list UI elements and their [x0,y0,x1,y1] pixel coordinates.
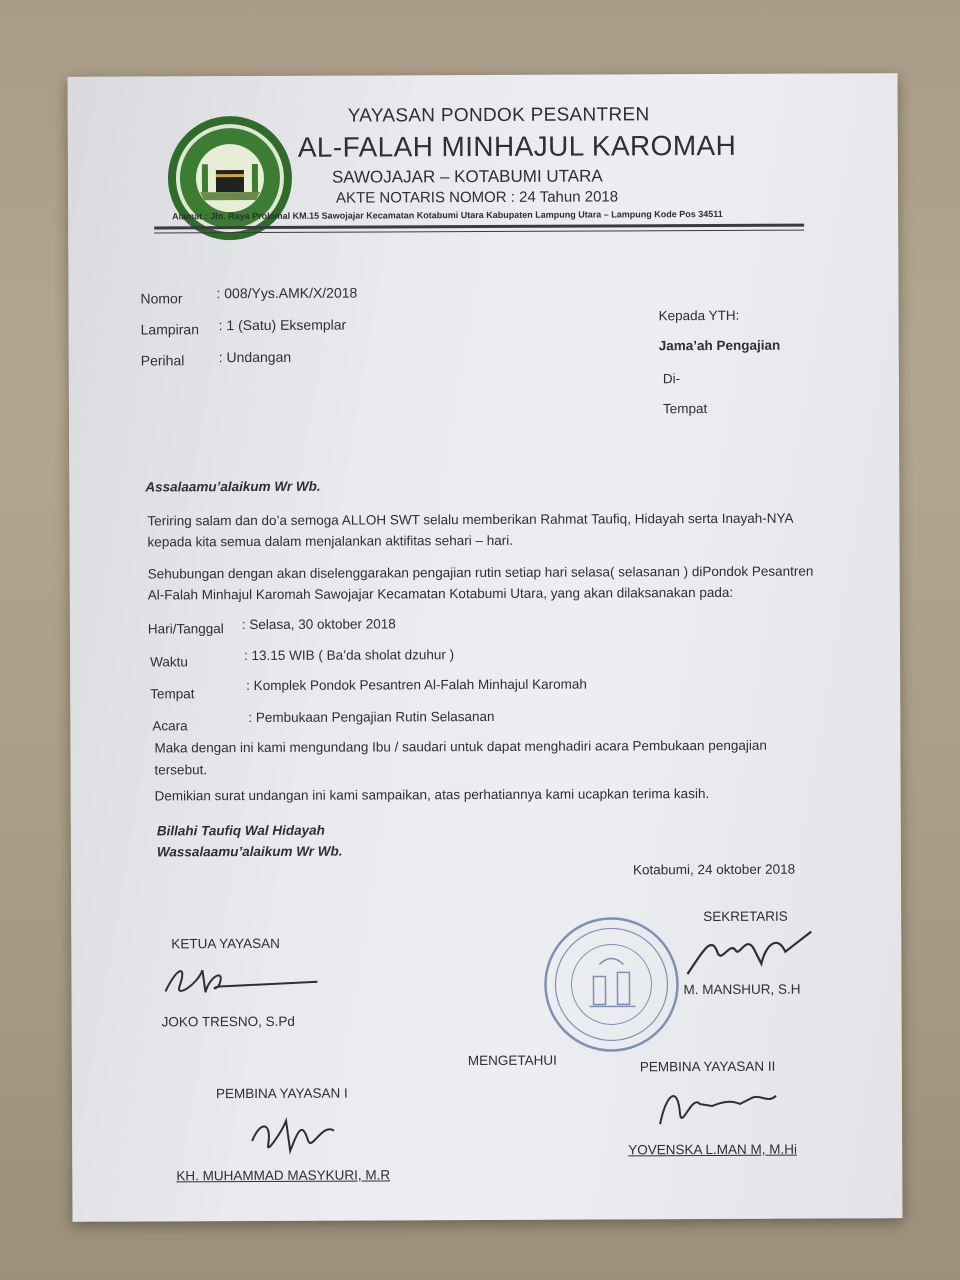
acara-label: Acara [152,718,188,734]
pembina1-name: KH. MUHAMMAD MASYKURI, M.R [176,1167,391,1184]
lampiran-value: : 1 (Satu) Eksemplar [218,316,347,334]
ketua-title: KETUA YAYASAN [171,935,280,952]
perihal-label: Perihal [140,352,185,369]
mengetahui-label: MENGETAHUI [467,1052,557,1069]
pembina2-title: PEMBINA YAYASAN II [639,1058,776,1075]
paragraph-1b: kepada kita semua dalam menjalankan aktifitas sehari – hari. [147,532,514,550]
closing-line-2: Wassalaamu’alaikum Wr Wb. [156,843,343,860]
hari-value: : Selasa, 30 oktober 2018 [241,616,396,633]
paragraph-1a: Teriring salam dan do’a semoga ALLOH SWT selalu memberikan Rahmat Taufiq, Hidayah serta Inayah-NYA [147,510,794,529]
waktu-value: : 13.15 WIB ( Ba’da sholat dzuhur ) [244,647,455,664]
tempat-label: Tempat [150,686,195,702]
recipient-line-4: Tempat [662,401,708,417]
greeting: Assalaamu’alaikum Wr Wb. [145,478,321,495]
letterhead-address: Alamat : Jln. Raya Prokimal KM.15 Sawojajar Kecamatan Kotabumi Utara Kabupaten Lampung Utara – Lampung Kode Pos 34511 [172,208,723,222]
nomor-value: : 008/Yys.AMK/X/2018 [216,284,358,302]
ketua-signature [157,956,327,1007]
pembina2-signature [652,1074,782,1135]
foundation-logo-icon [166,114,295,243]
waktu-label: Waktu [150,654,188,670]
letterhead-line-1: YAYASAN PONDOK PESANTREN [347,104,650,127]
paragraph-4: Demikian surat undangan ini kami sampaikan, atas perhatiannya kami ucapkan terima kasih. [154,786,710,804]
letterhead-location: SAWOJAJAR – KOTABUMI UTARA [331,166,603,187]
paragraph-3a: Maka dengan ini kami mengundang Ibu / saudari untuk dapat menghadiri acara Pembukaan pengajian [154,737,767,756]
sekretaris-signature [681,924,821,985]
sekretaris-name: M. MANSHUR, S.H [683,981,801,998]
closing-line-1: Billahi Taufiq Wal Hidayah [156,822,325,839]
recipient-line-3: Di- [662,371,681,387]
sekretaris-title: SEKRETARIS [703,908,788,925]
place-date: Kotabumi, 24 oktober 2018 [632,861,796,878]
lampiran-label: Lampiran [140,321,200,338]
perihal-value: : Undangan [218,348,292,366]
paragraph-3b: tersebut. [154,762,208,778]
hari-label: Hari/Tanggal [147,621,224,637]
letterhead-foundation-name: AL-FALAH MINHAJUL KAROMAH [297,129,737,163]
acara-value: : Pembukaan Pengajian Rutin Selasanan [248,708,495,726]
foundation-stamp-icon [541,914,682,1055]
ketua-name: JOKO TRESNO, S.Pd [161,1013,295,1030]
paragraph-2b: Al-Falah Minhajul Karomah Sawojajar Kecamatan Kotabumi Utara, yang akan dilaksanakan pada: [147,584,734,603]
letterhead-notary: AKTE NOTARIS NOMOR : 24 Tahun 2018 [336,188,619,207]
letter-paper [68,73,903,1222]
pembina1-signature [242,1101,352,1161]
recipient-line-1: Kepada YTH: [658,307,740,324]
paragraph-2a: Sehubungan dengan akan diselenggarakan pengajian rutin setiap hari selasa( selasanan ) diPondok Pesantren [147,563,814,582]
pembina1-title: PEMBINA YAYASAN I [215,1085,348,1102]
pembina2-name: YOVENSKA L.MAN M, M.Hi [628,1141,798,1158]
tempat-value: : Komplek Pondok Pesantren Al-Falah Minhajul Karomah [246,676,587,694]
nomor-label: Nomor [140,290,183,307]
recipient-line-2: Jama’ah Pengajian [658,337,781,354]
